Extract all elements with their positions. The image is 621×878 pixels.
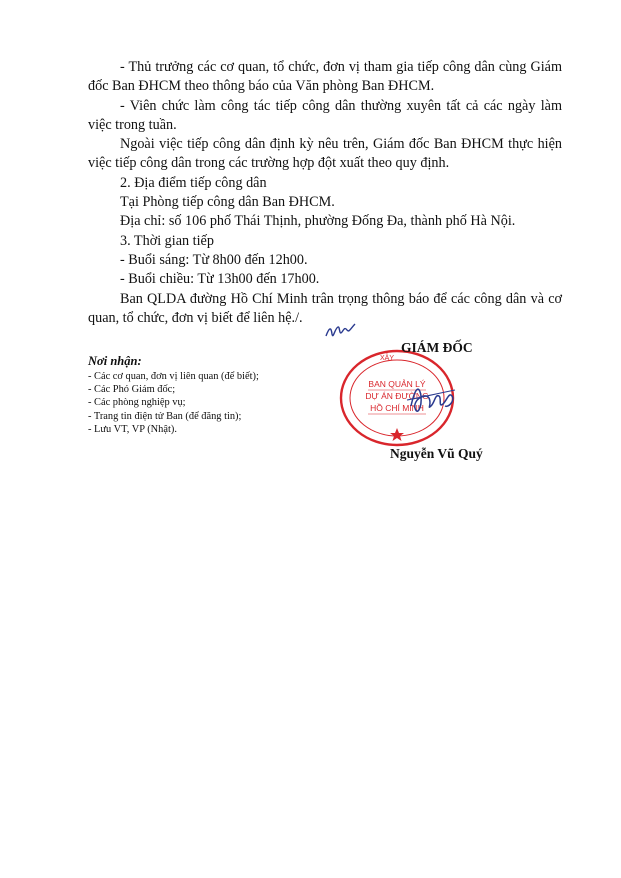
paragraph-address: Địa chỉ: số 106 phố Thái Thịnh, phường Đống Đa, thành phố Hà Nội. — [120, 213, 516, 230]
paragraph-extra-reception: Ngoài việc tiếp công dân định kỳ nêu trên, Giám đốc Ban ĐHCM thực hiện việc tiếp công dân trong các trường hợp đột xuất theo quy định. — [88, 136, 562, 172]
initial-mark-icon — [323, 318, 357, 344]
section-heading-time: 3. Thời gian tiếp — [120, 232, 214, 249]
recipients-block — [88, 354, 338, 436]
seal-line-1: BAN QUẢN LÝ — [368, 379, 426, 389]
recipient-item: - Các cơ quan, đơn vị liên quan (để biết); — [88, 371, 259, 382]
paragraph-location-room: Tại Phòng tiếp công dân Ban ĐHCM. — [120, 194, 335, 211]
recipient-item: - Các phòng nghiệp vụ; — [88, 397, 186, 409]
recipients-heading: Nơi nhận: — [88, 354, 142, 368]
handwritten-signature-icon — [405, 378, 457, 420]
paragraph-staff-reception: - Viên chức làm công tác tiếp công dân thường xuyên tất cả các ngày làm việc trong tuần. — [88, 97, 562, 133]
paragraph-morning-hours: - Buổi sáng: Từ 8h00 đến 12h00. — [120, 251, 308, 268]
recipient-item: - Lưu VT, VP (Nhật). — [88, 423, 177, 435]
seal-top-text: XÂY — [380, 355, 395, 362]
seal-line-3: HỒ CHÍ MINH — [370, 403, 424, 413]
section-heading-location: 2. Địa điểm tiếp công dân — [120, 174, 267, 191]
paragraph-heads-participation: - Thủ trưởng các cơ quan, tổ chức, đơn vị tham gia tiếp công dân cùng Giám đốc Ban ĐHCM theo thông báo của Văn phòng Ban ĐHCM. — [88, 59, 562, 95]
paragraph-afternoon-hours: - Buổi chiều: Từ 13h00 đến 17h00. — [120, 271, 320, 288]
signer-name: Nguyễn Vũ Quý — [390, 446, 483, 461]
signer-title: GIÁM ĐỐC — [401, 340, 473, 355]
seal-line-2: DỰ ÁN ĐƯỜNG — [365, 391, 429, 401]
document-body — [88, 58, 562, 328]
recipient-item: - Trang tin điện tử Ban (để đăng tin); — [88, 410, 242, 422]
paragraph-closing-notice: Ban QLDA đường Hồ Chí Minh trân trọng thông báo để các công dân và cơ quan, tổ chức, đơn vị biết để liên hệ./. — [88, 290, 562, 326]
recipient-item: - Các Phó Giám đốc; — [88, 384, 176, 396]
